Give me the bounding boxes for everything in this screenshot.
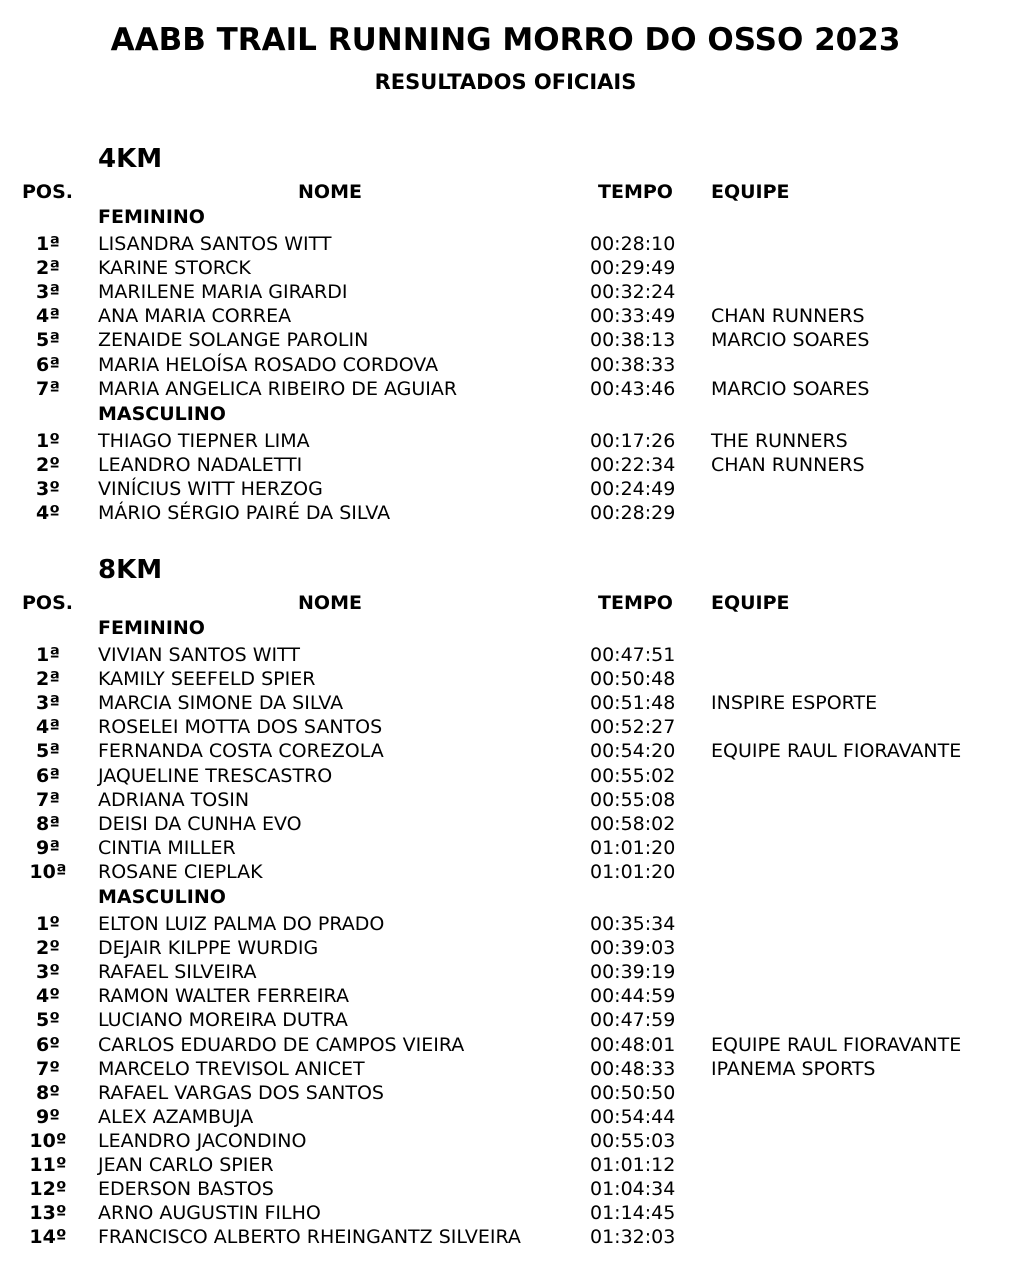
result-time: 00:33:49: [590, 305, 676, 328]
result-name: RAFAEL SILVEIRA: [98, 961, 257, 984]
table-row: [0, 936, 1011, 960]
result-time: 00:38:33: [590, 353, 676, 376]
result-time: 01:04:34: [590, 1178, 676, 1201]
table-row: [0, 1177, 1011, 1201]
header-pos: POS.: [22, 592, 73, 614]
table-row: [0, 912, 1011, 936]
result-name: RAMON WALTER FERREIRA: [98, 985, 349, 1008]
result-name: MÁRIO SÉRGIO PAIRÉ DA SILVA: [98, 502, 391, 525]
result-position: 5ª: [36, 329, 60, 352]
result-name: FRANCISCO ALBERTO RHEINGANTZ SILVEIRA: [98, 1226, 521, 1249]
result-team: THE RUNNERS: [711, 430, 848, 452]
result-time: 00:51:48: [590, 692, 676, 715]
table-row: [0, 715, 1011, 739]
result-time: 00:48:01: [590, 1033, 676, 1056]
result-name: ZENAIDE SOLANGE PAROLIN: [98, 329, 369, 352]
table-row: [0, 353, 1011, 377]
result-position: 9ª: [36, 836, 60, 859]
result-position: 6º: [36, 1033, 60, 1056]
result-name: ROSANE CIEPLAK: [98, 860, 263, 883]
result-time: 00:22:34: [590, 454, 676, 477]
result-name: KAMILY SEEFELD SPIER: [98, 668, 316, 691]
result-position: 1º: [36, 913, 60, 935]
result-time: 01:32:03: [590, 1226, 676, 1249]
result-time: 00:39:03: [590, 937, 676, 960]
table-row: [0, 960, 1011, 984]
result-name: EDERSON BASTOS: [98, 1178, 274, 1201]
table-header: [0, 180, 1011, 204]
result-time: 00:55:08: [590, 788, 676, 811]
result-time: 00:43:46: [590, 377, 676, 400]
result-position: 13º: [29, 1202, 67, 1225]
result-position: 14º: [29, 1226, 67, 1249]
result-position: 6ª: [36, 764, 60, 787]
result-position: 3º: [36, 478, 60, 501]
table-row: [0, 256, 1011, 280]
result-name: JAQUELINE TRESCASTRO: [98, 764, 333, 787]
result-position: 8ª: [36, 812, 60, 835]
result-time: 00:39:19: [590, 961, 676, 984]
table-row: [0, 1225, 1011, 1249]
table-row: [0, 477, 1011, 501]
result-name: MARILENE MARIA GIRARDI: [98, 281, 348, 304]
table-row: [0, 984, 1011, 1008]
table-row: [0, 860, 1011, 884]
result-position: 2º: [36, 937, 60, 960]
header-name: NOME: [298, 592, 362, 614]
table-row: [0, 1105, 1011, 1129]
table-row: [0, 232, 1011, 256]
result-position: 6ª: [36, 353, 60, 376]
result-position: 3º: [36, 961, 60, 984]
result-position: 7º: [36, 1057, 60, 1080]
table-row: [0, 739, 1011, 763]
result-team: IPANEMA SPORTS: [711, 1057, 876, 1080]
result-name: DEJAIR KILPPE WURDIG: [98, 937, 319, 960]
result-name: VINÍCIUS WITT HERZOG: [98, 478, 323, 501]
page-title: AABB TRAIL RUNNING MORRO DO OSSO 2023: [110, 22, 901, 58]
table-row: [0, 1129, 1011, 1153]
section-distance: 4KM: [98, 144, 163, 174]
category-label: FEMININO: [98, 617, 205, 639]
result-name: ADRIANA TOSIN: [98, 788, 250, 811]
table-row: [0, 429, 1011, 453]
result-time: 00:24:49: [590, 478, 676, 501]
table-row: [0, 1057, 1011, 1081]
table-row: [0, 836, 1011, 860]
result-position: 10º: [29, 1129, 67, 1152]
result-name: RAFAEL VARGAS DOS SANTOS: [98, 1081, 384, 1104]
section-distance: 8KM: [98, 555, 163, 585]
result-name: LUCIANO MOREIRA DUTRA: [98, 1009, 348, 1032]
result-position: 3ª: [36, 281, 60, 304]
result-team: MARCIO SOARES: [711, 377, 870, 400]
result-time: 01:01:20: [590, 836, 676, 859]
result-time: 00:48:33: [590, 1057, 676, 1080]
table-row: [0, 667, 1011, 691]
result-name: JEAN CARLO SPIER: [98, 1154, 274, 1176]
header-team: EQUIPE: [711, 181, 790, 203]
result-name: THIAGO TIEPNER LIMA: [98, 430, 310, 452]
result-name: CINTIA MILLER: [98, 836, 236, 859]
result-time: 00:47:51: [590, 644, 676, 666]
result-position: 8º: [36, 1081, 60, 1104]
result-team: EQUIPE RAUL FIORAVANTE: [711, 1033, 962, 1056]
page-subtitle: RESULTADOS OFICIAIS: [374, 70, 637, 94]
table-row: [0, 1033, 1011, 1057]
result-position: 1ª: [36, 644, 60, 666]
table-row: [0, 280, 1011, 304]
result-time: 00:29:49: [590, 257, 676, 280]
result-position: 10ª: [29, 860, 67, 883]
result-position: 4ª: [36, 305, 60, 328]
result-time: 01:01:20: [590, 860, 676, 883]
table-row: [0, 328, 1011, 352]
result-position: 12º: [29, 1178, 67, 1201]
result-position: 2ª: [36, 668, 60, 691]
result-name: LISANDRA SANTOS WITT: [98, 233, 332, 255]
result-name: MARIA ANGELICA RIBEIRO DE AGUIAR: [98, 377, 458, 400]
table-row: [0, 812, 1011, 836]
result-time: 00:47:59: [590, 1009, 676, 1032]
result-position: 5º: [36, 1009, 60, 1032]
result-name: MARCIA SIMONE DA SILVA: [98, 692, 344, 715]
result-team: CHAN RUNNERS: [711, 454, 865, 477]
result-time: 00:28:29: [590, 502, 676, 525]
header-time: TEMPO: [598, 592, 673, 614]
result-time: 00:50:50: [590, 1081, 676, 1104]
result-time: 00:58:02: [590, 812, 676, 835]
result-position: 1ª: [36, 233, 60, 255]
table-row: [0, 377, 1011, 401]
header-team: EQUIPE: [711, 592, 790, 614]
result-position: 1º: [36, 430, 60, 452]
result-name: DEISI DA CUNHA EVO: [98, 812, 302, 835]
result-time: 00:55:03: [590, 1129, 676, 1152]
result-time: 00:28:10: [590, 233, 676, 255]
header-time: TEMPO: [598, 181, 673, 203]
category-label: MASCULINO: [98, 886, 226, 908]
result-time: 00:54:20: [590, 740, 676, 763]
result-time: 00:35:34: [590, 913, 676, 935]
result-name: ANA MARIA CORREA: [98, 305, 292, 328]
result-position: 7ª: [36, 788, 60, 811]
result-name: VIVIAN SANTOS WITT: [98, 644, 301, 666]
result-name: LEANDRO NADALETTI: [98, 454, 303, 477]
result-time: 00:54:44: [590, 1105, 676, 1128]
result-name: MARCELO TREVISOL ANICET: [98, 1057, 365, 1080]
result-time: 00:38:13: [590, 329, 676, 352]
result-time: 00:32:24: [590, 281, 676, 304]
result-position: 3ª: [36, 692, 60, 715]
result-time: 00:55:02: [590, 764, 676, 787]
table-row: [0, 304, 1011, 328]
table-row: [0, 764, 1011, 788]
table-row: [0, 643, 1011, 667]
result-name: MARIA HELOÍSA ROSADO CORDOVA: [98, 353, 439, 376]
header-name: NOME: [298, 181, 362, 203]
table-row: [0, 1081, 1011, 1105]
table-row: [0, 1201, 1011, 1225]
result-name: FERNANDA COSTA COREZOLA: [98, 740, 384, 763]
table-row: [0, 453, 1011, 477]
table-row: [0, 788, 1011, 812]
result-team: EQUIPE RAUL FIORAVANTE: [711, 740, 962, 763]
result-time: 00:52:27: [590, 716, 676, 739]
result-position: 2º: [36, 454, 60, 477]
result-name: LEANDRO JACONDINO: [98, 1129, 307, 1152]
result-name: ALEX AZAMBUJA: [98, 1105, 254, 1128]
table-row: [0, 691, 1011, 715]
table-row: [0, 501, 1011, 525]
result-time: 00:17:26: [590, 430, 676, 452]
result-time: 01:01:12: [590, 1154, 676, 1176]
result-name: KARINE STORCK: [98, 257, 251, 280]
result-team: MARCIO SOARES: [711, 329, 870, 352]
result-name: CARLOS EDUARDO DE CAMPOS VIEIRA: [98, 1033, 465, 1056]
result-name: ARNO AUGUSTIN FILHO: [98, 1202, 321, 1225]
result-team: INSPIRE ESPORTE: [711, 692, 878, 715]
result-team: CHAN RUNNERS: [711, 305, 865, 328]
result-position: 7ª: [36, 377, 60, 400]
table-header: [0, 591, 1011, 615]
category-label: FEMININO: [98, 206, 205, 228]
category-label: MASCULINO: [98, 403, 226, 425]
result-position: 4º: [36, 985, 60, 1008]
result-time: 01:14:45: [590, 1202, 676, 1225]
table-row: [0, 1153, 1011, 1177]
result-position: 5ª: [36, 740, 60, 763]
result-name: ELTON LUIZ PALMA DO PRADO: [98, 913, 385, 935]
result-time: 00:50:48: [590, 668, 676, 691]
result-position: 9º: [36, 1105, 60, 1128]
header-pos: POS.: [22, 181, 73, 203]
result-position: 11º: [29, 1154, 67, 1176]
result-time: 00:44:59: [590, 985, 676, 1008]
result-name: ROSELEI MOTTA DOS SANTOS: [98, 716, 383, 739]
result-position: 2ª: [36, 257, 60, 280]
result-position: 4º: [36, 502, 60, 525]
result-position: 4ª: [36, 716, 60, 739]
table-row: [0, 1008, 1011, 1032]
